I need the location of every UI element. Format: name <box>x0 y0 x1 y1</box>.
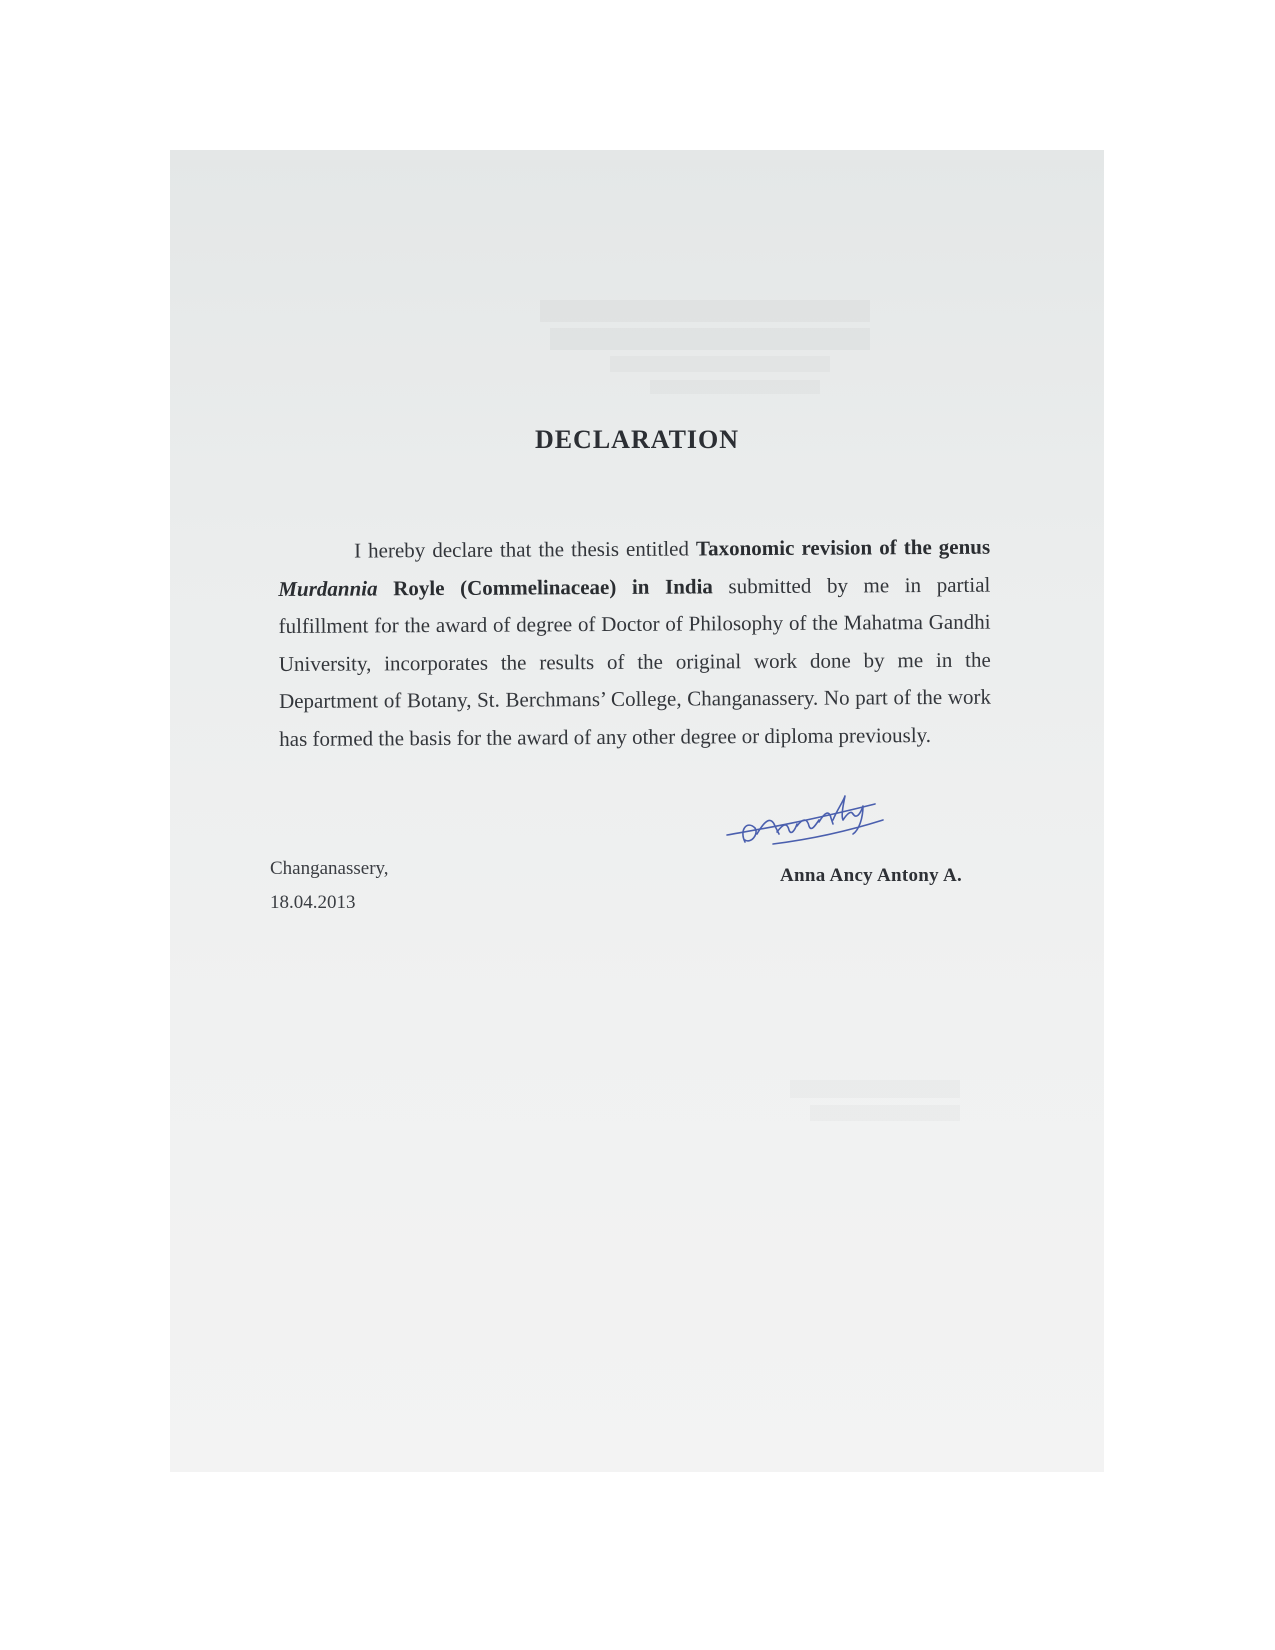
declaration-continuation: submitted by me in partial fulfillment for the award of degree of Doctor of Philosophy of the Mahatma Gandhi University, incorporates the results of the original work done by me in the Department of Botany, St. Berchmans’ College, Changanassery. No part of the work has formed the basis for the award of any other degree or diploma previously. <box>278 572 992 751</box>
bleed-through-mark <box>540 300 870 322</box>
date-text: 18.04.2013 <box>270 892 356 913</box>
bleed-through-mark <box>810 1105 960 1121</box>
signer-name: Anna Ancy Antony A. <box>780 865 963 886</box>
declaration-paragraph <box>278 529 991 758</box>
bleed-through-mark <box>650 380 820 394</box>
bleed-through-mark <box>550 328 870 350</box>
handwritten-signature <box>725 790 885 860</box>
declaration-intro: I hereby declare that the thesis entitled <box>354 536 697 563</box>
thesis-title-part1: Taxonomic revision of the genus <box>695 534 991 561</box>
thesis-title-part2: Royle (Commelinaceae) in India <box>377 573 713 600</box>
thesis-genus: Murdannia <box>278 575 378 601</box>
page-title: DECLARATION <box>534 425 740 454</box>
place-text: Changanassery, <box>270 858 389 879</box>
bleed-through-mark <box>610 356 830 372</box>
bleed-through-mark <box>790 1080 960 1098</box>
scanned-sheet <box>170 150 1104 1472</box>
